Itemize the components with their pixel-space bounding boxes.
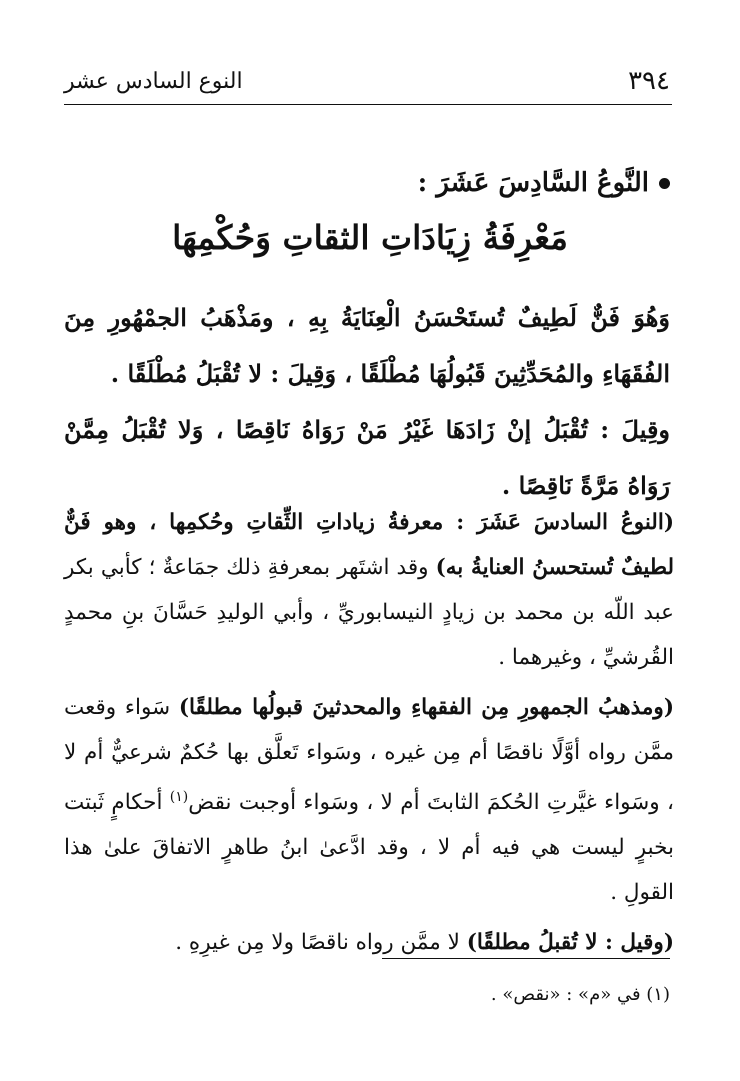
footnote-rule: [382, 958, 670, 959]
commentary-text: سَواء وقعت ممَّن رواه أوَّلًا ناقصًا أم مِن غيره ، وسَواء تَعلَّق بها حُكمٌ شرعيٌّ أم لا ، وسَواء غيَّرتِ الحُكمَ الثابتَ أم لا ، وسَواء أوجبت نقض: [64, 695, 674, 816]
main-text: [64, 290, 670, 514]
chapter-heading: [418, 168, 670, 198]
commentary: [64, 500, 674, 970]
commentary-text: لا ممَّن رواه ناقصًا ولا مِن غيرِهِ .: [175, 930, 467, 956]
quoted-text: (وقيل : لا تُقبلُ مطلقًا): [466, 930, 674, 956]
quoted-text: (ومذهبُ الجمهورِ مِن الفقهاءِ والمحدثينَ قبولُها مطلقًا): [178, 695, 674, 720]
bullet-icon: [659, 178, 670, 189]
header-rule: [64, 104, 672, 105]
footnote: (١) في «م» : «نقص» .: [490, 984, 670, 1005]
quoted-text: (النوعُ السادسَ عَشَرَ : معرفةُ زياداتِ الثِّقاتِ وحُكمِها ، وهو فَنٌّ لطيفٌ تُستحسنُ العنايةُ به): [64, 510, 675, 580]
commentary-text: وقد اشتَهر بمعرفةِ ذلك جمَاعةٌ ؛ كأبي بكر عبد اللّه بن محمد بن زيادٍ النيسابوريِّ ، وأبي الوليدِ حَسَّانَ بنِ محمدٍ القُرشيِّ ، وغيرهما .: [64, 555, 674, 670]
running-title: النوع السادس عشر: [64, 68, 243, 94]
chapter-label: النَّوعُ السَّادِسَ عَشَرَ :: [417, 168, 649, 198]
main-text-paragraph: وقِيلَ : تُقْبَلُ إنْ زَادَهَا غَيْرُ مَنْ رَوَاهُ نَاقِصًا ، وَلا تُقْبَلُ مِمَّنْ رَوَاهُ مَرَّةً نَاقِصًا .: [64, 415, 670, 500]
commentary-paragraph: [64, 500, 674, 680]
running-head: [64, 62, 670, 100]
page-number: ٣٩٤: [628, 66, 670, 96]
footnote-marker: (١): [169, 789, 189, 805]
commentary-text: أحكامٍ ثَبتت بخبرٍ ليست هي فيه أم لا ، وقد ادَّعىٰ ابنُ طاهرٍ الاتفاقَ علىٰ هذا القولِ .: [64, 790, 674, 906]
chapter-title: مَعْرِفَةُ زِيَادَاتِ الثقاتِ وَحُكْمِهَا: [172, 218, 568, 257]
commentary-paragraph: [64, 685, 674, 915]
main-text-paragraph: وَهُوَ فَنٌّ لَطِيفٌ تُستَحْسَنُ الْعِنَايَةُ بِهِ ، ومَذْهَبُ الجمْهُورِ مِنَ الفُقَهَاءِ والمُحَدِّثِينَ قَبُولُهَا مُطْلَقًا ، وَقِيلَ : لا تُقْبَلُ مُطْلَقًا .: [64, 303, 670, 388]
